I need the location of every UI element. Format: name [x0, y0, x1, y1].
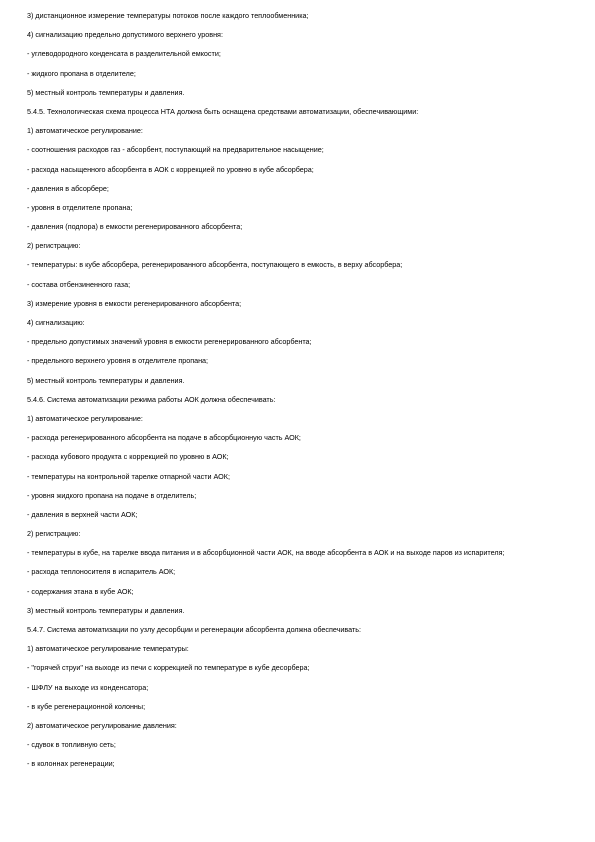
section-heading: 5.4.5. Технологическая схема процесса НТА должна быть оснащена средствами автоматизации, обеспечивающими:: [27, 106, 419, 116]
text-line: 1) автоматическое регулирование:: [27, 126, 143, 136]
text-line: - в кубе регенерационной колонны;: [27, 701, 146, 711]
text-line: - углеводородного конденсата в разделительной емкости;: [27, 49, 221, 59]
text-line: 5) местный контроль температуры и давления.: [27, 375, 185, 385]
text-line: - давления (подпора) в емкости регенерированного абсорбента;: [27, 222, 243, 232]
text-line: - температуры на контрольной тарелке отпарной части АОК;: [27, 471, 230, 481]
text-line: - ШФЛУ на выходе из конденсатора;: [27, 682, 149, 692]
text-line: 4) сигнализацию:: [27, 318, 85, 327]
text-line: - в колоннах регенерации;: [27, 759, 115, 769]
text-line: - предельно допустимых значений уровня в емкости регенерированного абсорбента;: [27, 337, 312, 347]
text-line: - жидкого пропана в отделителе;: [27, 68, 136, 78]
text-line: - температуры в кубе, на тарелке ввода питания и в абсорбционной части АОК, на вводе абсорбента в АОК и на выходе паров из испарителя;: [27, 548, 505, 558]
text-line: - температуры: в кубе абсорбера, регенерированного абсорбента, поступающего в емкость, в верху абсорбера;: [27, 260, 403, 270]
text-line: 2) автоматическое регулирование давления:: [27, 720, 177, 730]
text-line: - содержания этана в кубе АОК;: [27, 586, 134, 596]
text-line: - уровня жидкого пропана на подаче в отделитель;: [27, 490, 197, 500]
text-line: 5) местный контроль температуры и давления.: [27, 87, 185, 97]
text-line: - соотношения расходов газ - абсорбент, поступающий на предварительное насыщение;: [27, 145, 324, 155]
document-page: [27, 11, 572, 779]
text-line: - давления в верхней части АОК;: [27, 509, 138, 519]
text-line: - расхода насыщенного абсорбента в АОК с коррекцией по уровню в кубе абсорбера;: [27, 164, 314, 174]
text-line: 1) автоматическое регулирование температуры:: [27, 644, 189, 654]
text-line: - расхода теплоносителя в испаритель АОК;: [27, 567, 176, 577]
text-line: 2) регистрацию:: [27, 241, 81, 251]
text-line: 3) дистанционное измерение температуры потоков после каждого теплообменника;: [27, 11, 309, 20]
text-line: - расхода регенерированного абсорбента на подаче в абсорбционную часть АОК;: [27, 433, 301, 443]
text-line: - состава отбензиненного газа;: [27, 279, 131, 289]
text-line: - уровня в отделителе пропана;: [27, 202, 133, 212]
text-line: - расхода кубового продукта с коррекцией по уровню в АОК;: [27, 452, 229, 462]
text-line: - сдувок в топливную сеть;: [27, 740, 116, 750]
text-line: 4) сигнализацию предельно допустимого верхнего уровня:: [27, 30, 223, 40]
section-heading: 5.4.7. Система автоматизации по узлу десорбции и регенерации абсорбента должна обеспечивать:: [27, 625, 362, 634]
text-line: 3) местный контроль температуры и давления.: [27, 605, 185, 615]
section-heading: 5.4.6. Система автоматизации режима работы АОК должна обеспечивать:: [27, 394, 276, 404]
text-line: - предельного верхнего уровня в отделителе пропана;: [27, 356, 209, 366]
text-line: 2) регистрацию:: [27, 529, 81, 539]
text-line: 1) автоматическое регулирование:: [27, 413, 143, 423]
text-line: 3) измерение уровня в емкости регенерированного абсорбента;: [27, 298, 242, 308]
text-line: - давления в абсорбере;: [27, 183, 109, 193]
text-line: - "горячей струи" на выходе из печи с коррекцией по температуре в кубе десорбера;: [27, 663, 310, 673]
